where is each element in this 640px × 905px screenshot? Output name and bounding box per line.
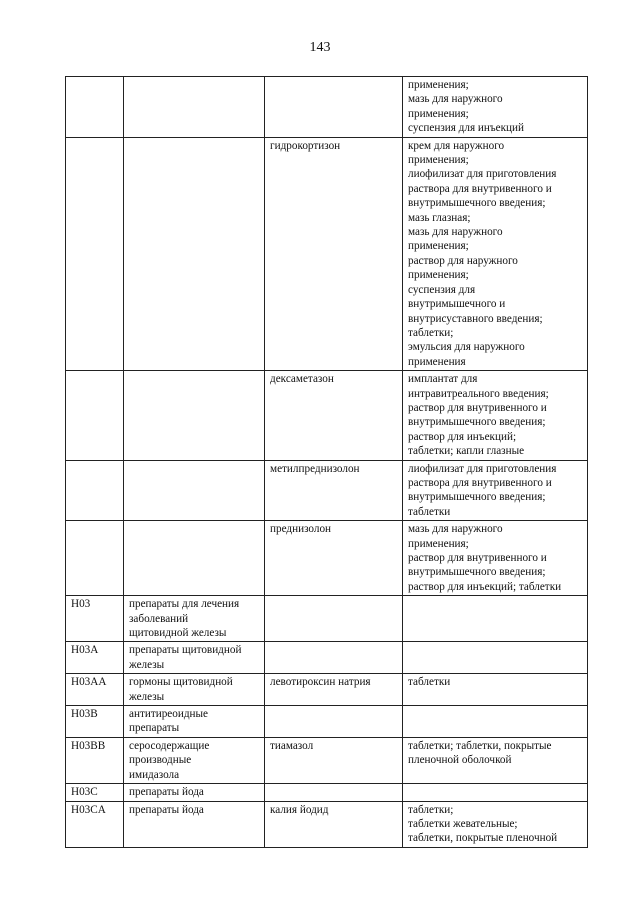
dosage-forms-cell: таблетки; таблетки жевательные; таблетки, покрытые пленочной bbox=[403, 801, 588, 847]
table-row bbox=[66, 784, 588, 801]
atc-code-cell bbox=[66, 137, 124, 371]
group-cell: препараты для лечения заболеваний щитовидной железы bbox=[124, 596, 265, 642]
dosage-forms-cell: имплантат для интравитреального введения; раствор для внутривенного и внутримышечного введения; раствор для инъекций; таблетки; капли глазные bbox=[403, 371, 588, 460]
atc-code-cell: H03 bbox=[66, 596, 124, 642]
table-row bbox=[66, 137, 588, 371]
dosage-forms-cell: таблетки bbox=[403, 674, 588, 706]
drug-cell: калия йодид bbox=[265, 801, 403, 847]
page-number: 143 bbox=[309, 40, 331, 55]
dosage-forms-cell bbox=[403, 642, 588, 674]
table-row bbox=[66, 371, 588, 460]
group-cell bbox=[124, 137, 265, 371]
dosage-forms-cell bbox=[403, 596, 588, 642]
group-cell: препараты йода bbox=[124, 784, 265, 801]
table-row bbox=[66, 596, 588, 642]
atc-code-cell: H03A bbox=[66, 642, 124, 674]
drug-cell: преднизолон bbox=[265, 521, 403, 596]
table-row bbox=[66, 674, 588, 706]
group-cell bbox=[124, 460, 265, 521]
dosage-forms-cell bbox=[403, 784, 588, 801]
group-cell: антитиреоидные препараты bbox=[124, 706, 265, 738]
dosage-forms-cell: таблетки; таблетки, покрытые пленочной оболочкой bbox=[403, 737, 588, 783]
atc-code-cell: H03BB bbox=[66, 737, 124, 783]
dosage-forms-cell: применения; мазь для наружного применения; суспензия для инъекций bbox=[403, 77, 588, 138]
dosage-forms-cell: мазь для наружного применения; раствор для внутривенного и внутримышечного введения; раствор для инъекций; таблетки bbox=[403, 521, 588, 596]
drug-cell: тиамазол bbox=[265, 737, 403, 783]
group-cell: гормоны щитовидной железы bbox=[124, 674, 265, 706]
atc-code-cell: H03CA bbox=[66, 801, 124, 847]
table-row bbox=[66, 460, 588, 521]
drug-cell bbox=[265, 642, 403, 674]
atc-code-cell bbox=[66, 371, 124, 460]
drug-cell: левотироксин натрия bbox=[265, 674, 403, 706]
drug-cell: гидрокортизон bbox=[265, 137, 403, 371]
table-row bbox=[66, 642, 588, 674]
table-row bbox=[66, 521, 588, 596]
group-cell bbox=[124, 521, 265, 596]
drug-cell bbox=[265, 77, 403, 138]
group-cell: препараты щитовидной железы bbox=[124, 642, 265, 674]
drug-cell bbox=[265, 596, 403, 642]
dosage-forms-cell bbox=[403, 706, 588, 738]
drug-cell bbox=[265, 784, 403, 801]
table-row bbox=[66, 801, 588, 847]
atc-code-cell: H03AA bbox=[66, 674, 124, 706]
dosage-forms-cell: крем для наружного применения; лиофилизат для приготовления раствора для внутривенного и внутримышечного введения; мазь глазная; мазь для наружного применения; раствор для наружного применения; суспензия для внутримышечного и внутрисуставного введения; таблетки; эмульсия для наружного применения bbox=[403, 137, 588, 371]
group-cell: серосодержащие производные имидазола bbox=[124, 737, 265, 783]
table-row bbox=[66, 706, 588, 738]
group-cell: препараты йода bbox=[124, 801, 265, 847]
table-row bbox=[66, 77, 588, 138]
group-cell bbox=[124, 371, 265, 460]
atc-code-cell bbox=[66, 77, 124, 138]
dosage-forms-cell: лиофилизат для приготовления раствора для внутривенного и внутримышечного введения; таблетки bbox=[403, 460, 588, 521]
drug-cell bbox=[265, 706, 403, 738]
atc-code-cell: H03B bbox=[66, 706, 124, 738]
drug-cell: дексаметазон bbox=[265, 371, 403, 460]
atc-code-cell: H03C bbox=[66, 784, 124, 801]
atc-code-cell bbox=[66, 460, 124, 521]
group-cell bbox=[124, 77, 265, 138]
drug-cell: метилпреднизолон bbox=[265, 460, 403, 521]
atc-code-cell bbox=[66, 521, 124, 596]
medication-table bbox=[65, 76, 588, 848]
table-row bbox=[66, 737, 588, 783]
